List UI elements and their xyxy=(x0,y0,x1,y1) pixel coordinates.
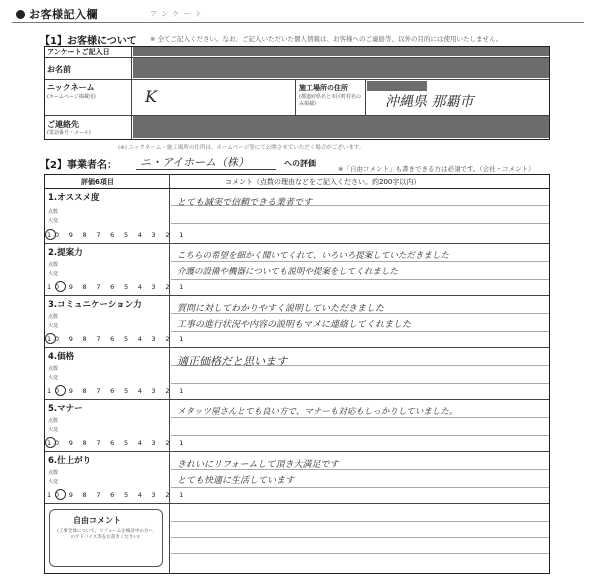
redacted-date xyxy=(133,47,549,56)
points-label: 点数 xyxy=(48,470,59,476)
contact-label: ご連絡先 xyxy=(47,120,79,129)
comment-line: 適正価格だと思います xyxy=(177,355,287,368)
comment-line: 質問に対してわかりやすく説明していただきました xyxy=(177,304,385,314)
section1-title: 【1】お客様について xyxy=(40,36,137,47)
company-name: ニ・アイホーム（株） xyxy=(140,156,250,169)
comment-line: とても快適に生活しています xyxy=(177,476,295,486)
section2-title: 【2】事業者名： xyxy=(40,160,117,171)
nickname-value: K xyxy=(145,87,157,106)
comment-line: 工事の進行状況や内容の説明もマメに連絡してくれました xyxy=(177,320,412,330)
criteria-column-header: 評価6項目 xyxy=(81,178,114,186)
section1-note: ※ 全てご記入ください。なお、ご記入いただいた個人情報は、お客様へのご連絡等、以外の目的には使用いたしません。 xyxy=(150,35,503,43)
company-underline xyxy=(136,169,276,170)
section2-note: ※「自由コメント」も書きできる方は必須です。（会社・コメント） xyxy=(338,165,535,173)
comment-line: きれいにリフォームして頂き大満足です xyxy=(177,460,339,470)
nickname-label: ニックネーム xyxy=(47,83,95,92)
comment-column-header: コメント（点数の理由などをご記入ください。約200字以内） xyxy=(225,178,421,186)
redacted-location xyxy=(367,81,427,91)
bullet-icon xyxy=(16,10,25,19)
criterion-name: 4.価格 xyxy=(48,352,75,362)
criterion-name: 1.オススメ度 xyxy=(48,193,100,203)
comment-line: メタッツ屋さんとても良い方で、マナーも対応もしっかりしていました。 xyxy=(177,407,458,417)
redacted-contact xyxy=(133,116,549,138)
section2-suffix: への評価 xyxy=(284,159,316,168)
comment-line: 介護の設備や機器についても説明や提案をしてくれました xyxy=(177,267,398,277)
score-scale: 10 9 8 7 6 5 4 3 2 1 xyxy=(47,387,188,395)
redacted-name xyxy=(133,58,549,78)
section1-footnote: (※) ニックネーム・施工場所の住所は、ホームページ等にて公開させていただく場合がございます。 xyxy=(118,145,365,151)
scale-high-label: 大変 xyxy=(48,218,59,224)
scale-high-label: 大変 xyxy=(48,271,59,277)
criterion-name: 3.コミュニケーション力 xyxy=(48,300,142,310)
comment-line: とても誠実で信頼できる業者です xyxy=(177,198,313,208)
scale-high-label: 大変 xyxy=(48,479,59,485)
location-value: 沖縄県 那覇市 xyxy=(385,94,474,110)
evaluation-table xyxy=(44,174,550,574)
location-label: 施工場所の住所 xyxy=(299,84,348,92)
date-label: アンケートご記入日 xyxy=(47,48,110,56)
score-scale: 10 9 8 7 6 5 4 3 2 1 xyxy=(47,231,188,239)
form-title: お客様記入欄 xyxy=(16,6,98,22)
header-note: ア ン ケ ー ト xyxy=(150,10,203,18)
score-scale: 10 9 8 7 6 5 4 3 2 1 xyxy=(47,283,188,291)
free-comment-title: 自由コメント xyxy=(73,516,121,525)
comment-line: こちらの希望を細かく聞いてくれて、いろいろ提案していただきました xyxy=(177,251,449,261)
divider xyxy=(12,22,584,23)
scale-high-label: 大変 xyxy=(48,375,59,381)
free-comment-sub: (工事全体について、リフォームを検討中の方へのアドバイス等をお書きください) xyxy=(57,529,153,540)
score-circle xyxy=(45,229,56,240)
scale-high-label: 大変 xyxy=(48,323,59,329)
score-circle xyxy=(45,437,56,448)
points-label: 点数 xyxy=(48,366,59,372)
criterion-name: 5.マナー xyxy=(48,404,83,414)
contact-sublabel: (電話番号・メール) xyxy=(47,130,91,136)
score-circle xyxy=(55,385,66,396)
score-circle xyxy=(45,333,56,344)
criterion-name: 2.提案力 xyxy=(48,248,83,258)
nickname-sublabel: (ホームページ掲載用) xyxy=(47,94,96,100)
score-scale: 10 9 8 7 6 5 4 3 2 1 xyxy=(47,491,188,499)
points-label: 点数 xyxy=(48,209,59,215)
score-circle xyxy=(55,489,66,500)
criterion-name: 6.仕上がり xyxy=(48,456,92,466)
points-label: 点数 xyxy=(48,418,59,424)
customer-info-table xyxy=(44,46,550,140)
score-scale: 10 9 8 7 6 5 4 3 2 1 xyxy=(47,439,188,447)
location-sublabel: (都道府県名と市区町村名のみ掲載) xyxy=(299,94,361,107)
score-circle xyxy=(55,281,66,292)
points-label: 点数 xyxy=(48,262,59,268)
scale-high-label: 大変 xyxy=(48,427,59,433)
name-label: お名前 xyxy=(47,65,71,74)
points-label: 点数 xyxy=(48,314,59,320)
score-scale: 10 9 8 7 6 5 4 3 2 1 xyxy=(47,335,188,343)
